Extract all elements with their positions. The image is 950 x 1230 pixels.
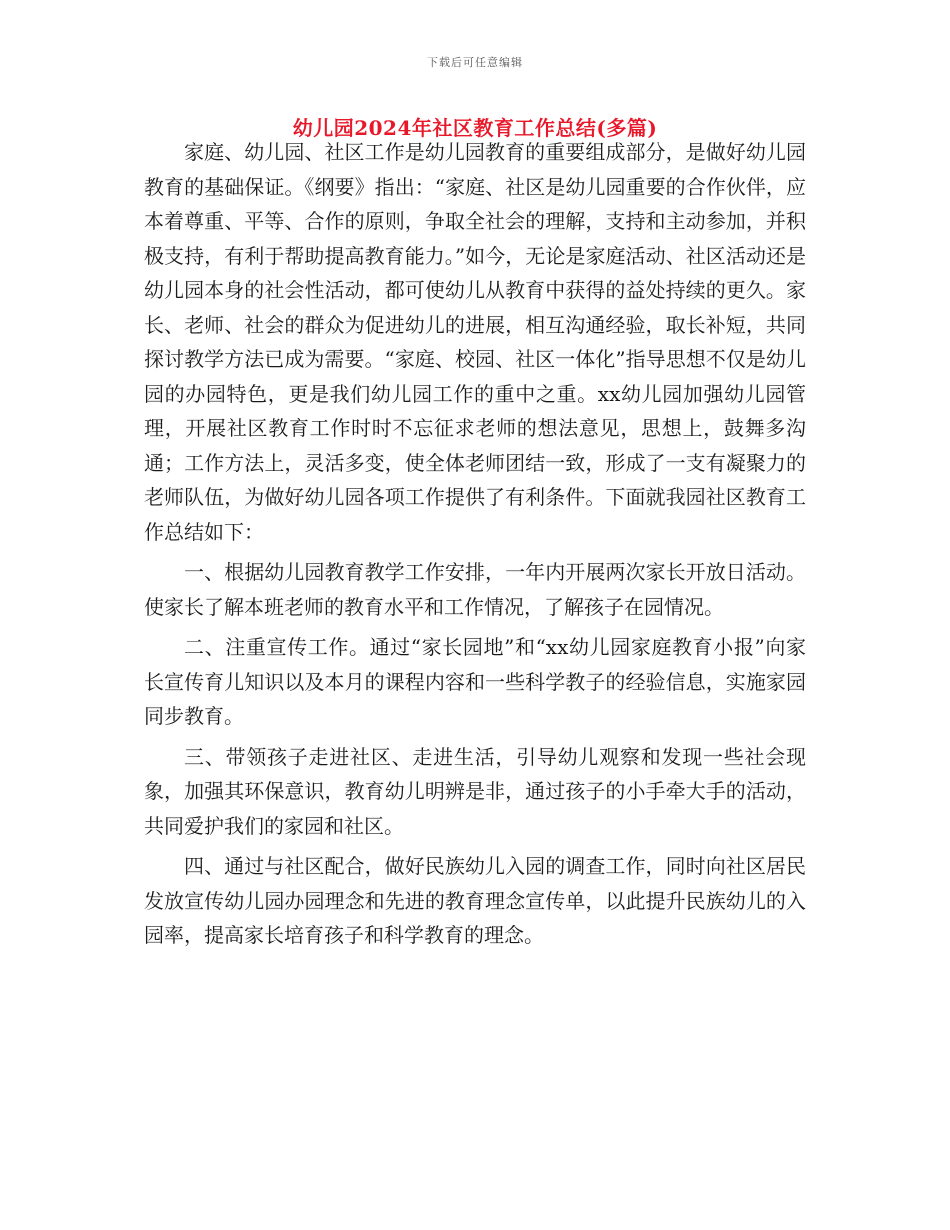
- document-body: [144, 135, 806, 953]
- paragraph-item-2: 二、注重宣传工作。通过“家长园地”和“xx幼儿园家庭教育小报”向家长宣传育儿知识以及本月的课程内容和一些科学教子的经验信息，实施家园同步教育。: [144, 635, 806, 728]
- document-title: 幼儿园2024年社区教育工作总结(多篇): [292, 116, 658, 140]
- header-note: 下载后可任意编辑: [427, 56, 523, 69]
- paragraph-item-4: 四、通过与社区配合，做好民族幼儿入园的调查工作，同时向社区居民发放宣传幼儿园办园理念和先进的教育理念宣传单，以此提升民族幼儿的入园率，提高家长培育孩子和科学教育的理念。: [144, 854, 806, 947]
- paragraph-item-1: 一、根据幼儿园教育教学工作安排，一年内开展两次家长开放日活动。使家长了解本班老师的教育水平和工作情况，了解孩子在园情况。: [144, 560, 806, 619]
- paragraph-item-3: 三、带领孩子走进社区、走进生活，引导幼儿观察和发现一些社会现象，加强其环保意识，教育幼儿明辨是非，通过孩子的小手牵大手的活动，共同爱护我们的家园和社区。: [144, 744, 806, 838]
- paragraph-intro: 家庭、幼儿园、社区工作是幼儿园教育的重要组成部分，是做好幼儿园教育的基础保证。《纲要》指出：“家庭、社区是幼儿园重要的合作伙伴，应本着尊重、平等、合作的原则，争取全社会的理解，支持和主动参加，并积极支持，有利于帮助提高教育能力。”如今，无论是家庭活动、社区活动还是幼儿园本身的社会性活动，都可使幼儿从教育中获得的益处持续的更久。家长、老师、社会的群众为促进幼儿的进展，相互沟通经验，取长补短，共同探讨教学方法已成为需要。“家庭、校园、社区一体化”指导思想不仅是幼儿园的办园特色，更是我们幼儿园工作的重中之重。xx幼儿园加强幼儿园管理，开展社区教育工作时时不忘征求老师的想法意见，思想上，鼓舞多沟通；工作方法上，灵活多变，使全体老师团结一致，形成了一支有凝聚力的老师队伍，为做好幼儿园各项工作提供了有利条件。下面就我园社区教育工作总结如下：: [144, 140, 806, 544]
